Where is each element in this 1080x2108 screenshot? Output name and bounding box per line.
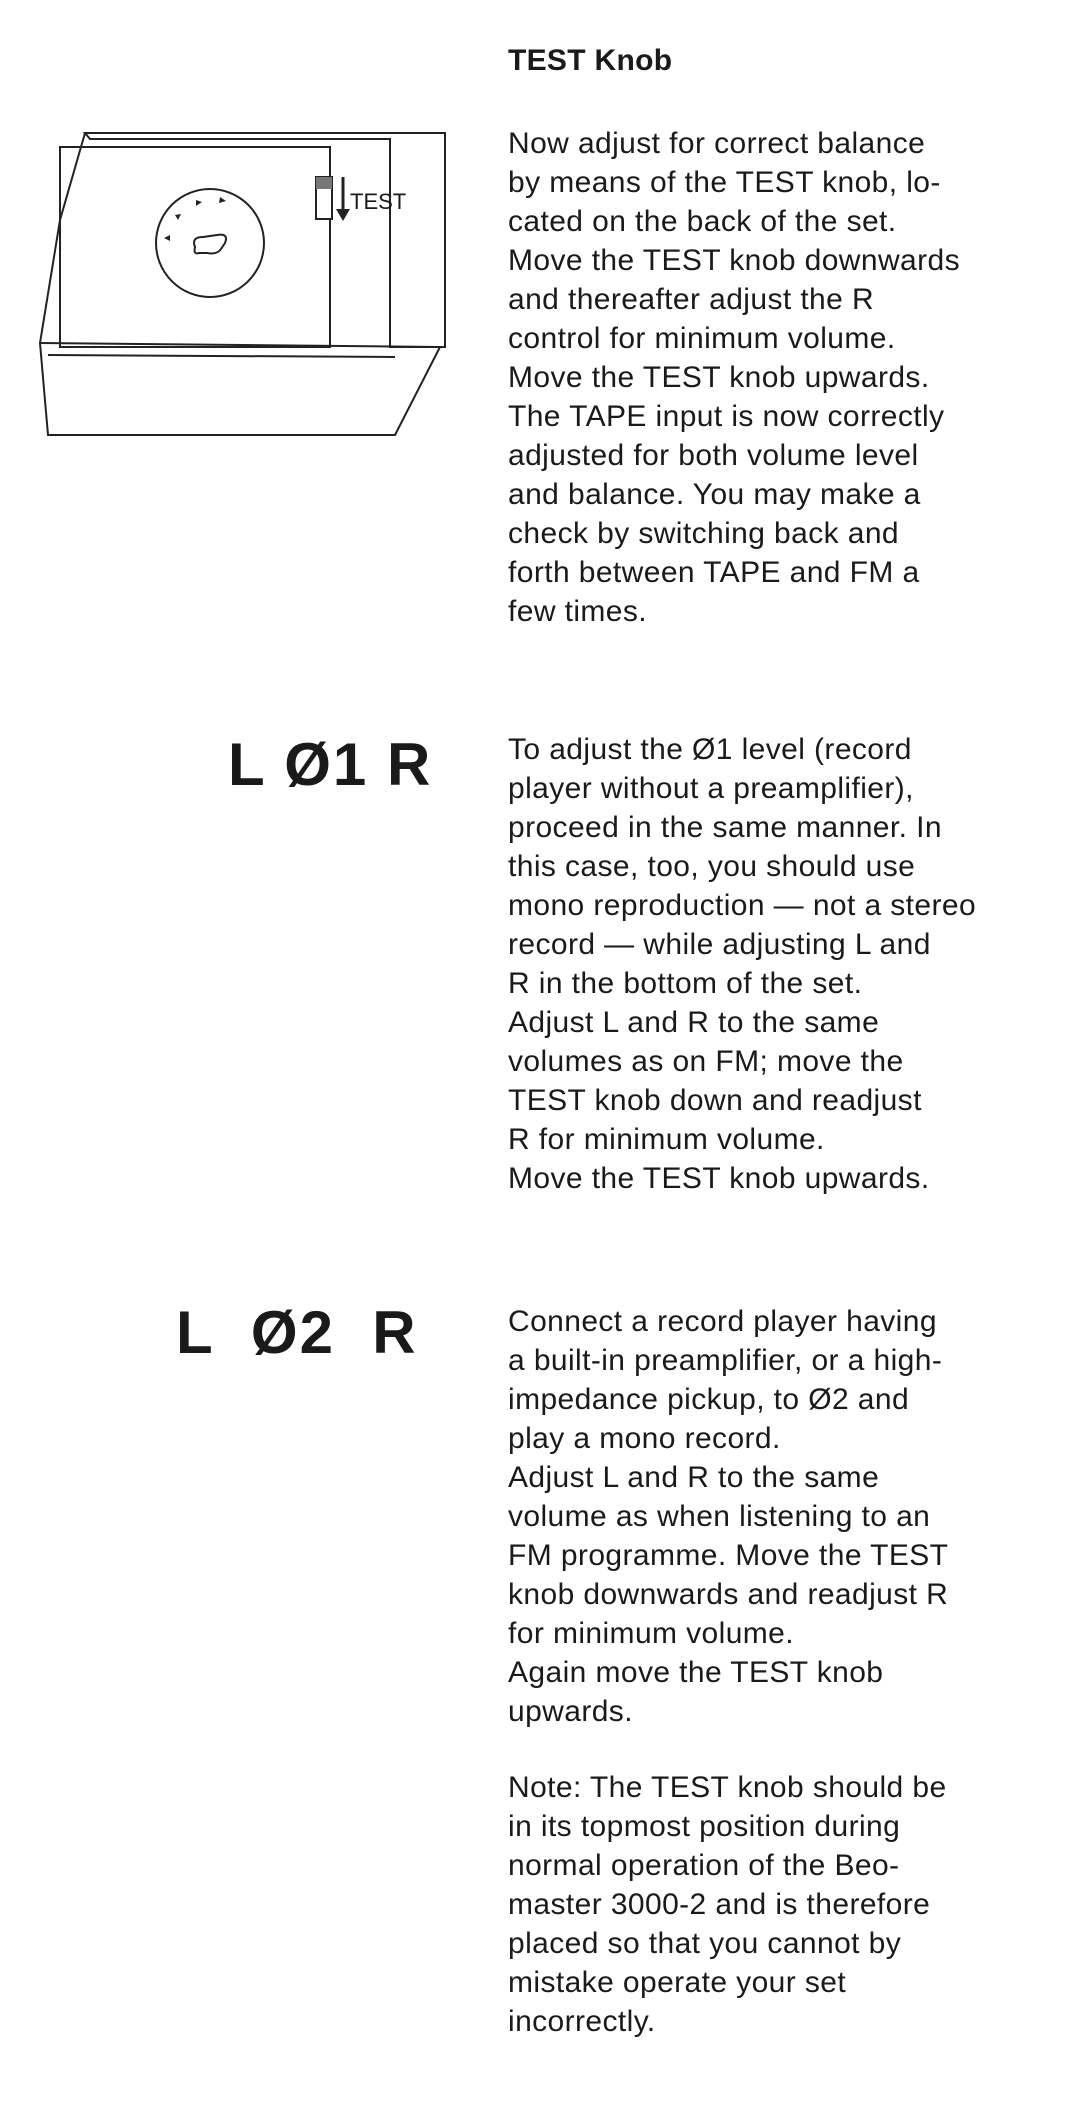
phono2-paragraph: Connect a record player having a built-in preamplifier, or a high- impedance pickup, to Ø2 and play a mono record. Adjust L and R to the same volume as when listening to an FM programme. Move the TEST knob downwards and readjust R for minimum volume. Again move the TEST knob upwards. [508, 1305, 949, 1728]
phono2-label: L Ø2 R [176, 1299, 418, 1366]
test-knob-diagram [30, 125, 460, 445]
test-switch [316, 177, 350, 221]
note-paragraph: Note: The TEST knob should be in its topmost position during normal operation of the Beo- master 3000-2 and is therefore placed so that you cannot by mistake operate your set incorrectly. [508, 1771, 947, 2038]
test-switch-label: TEST [350, 189, 407, 214]
knob-handle [194, 235, 226, 254]
phono1-paragraph: To adjust the Ø1 level (record player without a preamplifier), proceed in the same manner. In this case, too, you should use mono reproduction — not a stereo record — while adjusting L and R in the bottom of the set. Adjust L and R to the same volumes as on FM; move the TEST knob down and readjust R for minimum volume. Move the TEST knob upwards. [508, 733, 977, 1195]
panel-top-edge [40, 133, 440, 435]
panel-outline [85, 133, 445, 347]
section-heading-test-knob: TEST Knob [508, 44, 673, 77]
phono1-label: L Ø1 R [228, 731, 433, 798]
test-knob-paragraph: Now adjust for correct balance by means of the TEST knob, lo- cated on the back of the set. Move the TEST knob downwards and thereafter adjust the R control for minimum volume. Move the TEST knob upwards. The TAPE input is now correctly adjusted for both volume level and balance. You may make a check by switching back and forth between TAPE and FM a few times. [508, 127, 960, 628]
knob-dial [156, 189, 264, 297]
